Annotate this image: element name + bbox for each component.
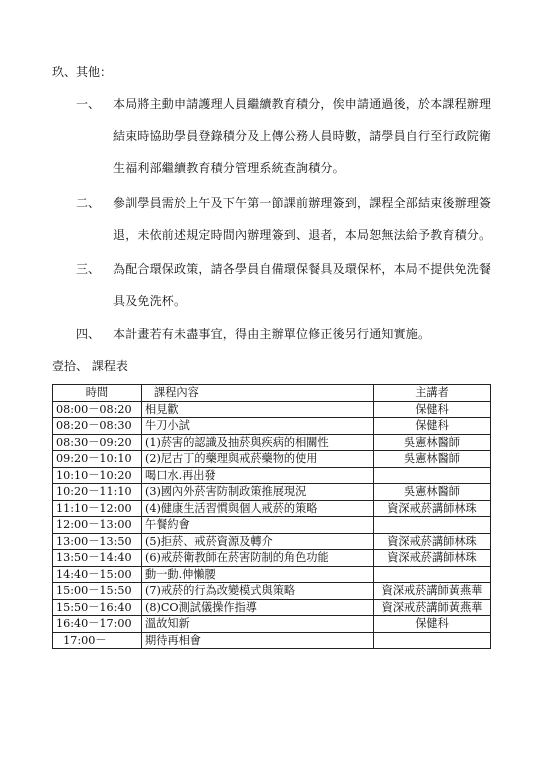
cell-time: 08:00－08:20 — [53, 401, 142, 418]
table-row — [53, 517, 491, 534]
cell-content: (8)CO測試儀操作指導 — [142, 599, 374, 616]
cell-speaker: 吳憲林醫師 — [374, 451, 491, 468]
cell-content: 喝口水.再出發 — [142, 467, 374, 484]
cell-content: (6)戒菸衛教師在菸害防制的角色功能 — [142, 550, 374, 567]
cell-time: 15:00－15:50 — [53, 583, 142, 600]
cell-content: (2)尼古丁的藥理與戒菸藥物的使用 — [142, 451, 374, 468]
cell-speaker — [374, 517, 491, 534]
cell-time: 15:50－16:40 — [53, 599, 142, 616]
cell-time: 14:40－15:00 — [53, 566, 142, 583]
note-item-2-line-2: 退，未依前述規定時間內辦理簽到、退者，本局恕無法給予教育積分。 — [113, 228, 492, 242]
cell-time: 12:00－13:00 — [53, 517, 142, 534]
note-item-2-line-1: 參訓學員需於上午及下午第一節課前辦理簽到，課程全部結束後辦理簽 — [113, 196, 492, 210]
cell-time: 08:30－09:20 — [53, 434, 142, 451]
cell-time: 10:10－10:20 — [53, 467, 142, 484]
table-header-row — [53, 385, 491, 402]
cell-speaker — [374, 632, 491, 649]
cell-time: 09:20－10:10 — [53, 451, 142, 468]
cell-speaker: 吳憲林醫師 — [374, 484, 491, 501]
cell-speaker: 保健科 — [374, 418, 491, 435]
note-item-2-number: 二、 — [76, 196, 101, 210]
cell-time: 10:20－11:10 — [53, 484, 142, 501]
cell-content: 動一動.伸懶腰 — [142, 566, 374, 583]
table-row — [53, 500, 491, 517]
cell-time: 08:20－08:30 — [53, 418, 142, 435]
cell-speaker: 保健科 — [374, 401, 491, 418]
note-item-1-line-2: 結束時協助學員登錄積分及上傳公務人員時數，請學員自行至行政院衛 — [113, 129, 492, 143]
cell-speaker — [374, 467, 491, 484]
course-schedule-table — [52, 384, 491, 649]
cell-speaker: 資深戒菸講師林珠 — [374, 500, 491, 517]
table-row — [53, 599, 491, 616]
table-row — [53, 632, 491, 649]
note-item-1-line-1: 本局將主動申請護理人員繼續教育積分，俟申請通過後，於本課程辦理 — [113, 97, 492, 111]
cell-speaker — [374, 566, 491, 583]
cell-content: (4)健康生活習慣與個人戒菸的策略 — [142, 500, 374, 517]
cell-content: (5)拒菸、戒菸資源及轉介 — [142, 533, 374, 550]
note-item-4-number: 四、 — [76, 327, 101, 341]
cell-speaker: 吳憲林醫師 — [374, 434, 491, 451]
cell-content: 午餐約會 — [142, 517, 374, 534]
schedule-body — [53, 401, 491, 649]
cell-time: 13:00－13:50 — [53, 533, 142, 550]
cell-time: 17:00－ — [53, 632, 142, 649]
table-row — [53, 583, 491, 600]
cell-speaker: 資深戒菸講師黃燕華 — [374, 599, 491, 616]
table-row — [53, 467, 491, 484]
cell-content: (7)戒菸的行為改變模式與策略 — [142, 583, 374, 600]
note-item-3-line-2: 具及免洗杯。 — [113, 294, 187, 308]
cell-time: 13:50－14:40 — [53, 550, 142, 567]
cell-content: 牛刀小試 — [142, 418, 374, 435]
cell-content: (3)國內外菸害防制政策推展現況 — [142, 484, 374, 501]
note-item-3-line-1: 為配合環保政策，請各學員自備環保餐具及環保杯，本局不提供免洗餐 — [113, 262, 492, 276]
cell-time: 16:40－17:00 — [53, 616, 142, 633]
cell-content: 期待再相會 — [142, 632, 374, 649]
table-row — [53, 550, 491, 567]
header-time: 時間 — [53, 385, 142, 402]
table-row — [53, 401, 491, 418]
cell-speaker: 資深戒菸講師林珠 — [374, 550, 491, 567]
note-item-1-number: 一、 — [76, 97, 101, 111]
section-10-heading: 壹拾、 課程表 — [52, 359, 128, 373]
section-9-heading: 玖、其他： — [52, 65, 113, 79]
cell-speaker: 資深戒菸講師林珠 — [374, 533, 491, 550]
table-row — [53, 451, 491, 468]
note-item-1-line-3: 生福利部繼續教育積分管理系統查詢積分。 — [113, 161, 345, 175]
cell-content: (1)菸害的認識及抽菸與疾病的相關性 — [142, 434, 374, 451]
header-content: 課程內容 — [142, 385, 374, 402]
cell-content: 相見歡 — [142, 401, 374, 418]
table-row — [53, 418, 491, 435]
note-item-3-number: 三、 — [76, 262, 101, 276]
cell-time: 11:10－12:00 — [53, 500, 142, 517]
table-row — [53, 434, 491, 451]
table-row — [53, 484, 491, 501]
cell-speaker: 資深戒菸講師黃燕華 — [374, 583, 491, 600]
table-row — [53, 533, 491, 550]
header-speaker: 主講者 — [374, 385, 491, 402]
table-row — [53, 566, 491, 583]
cell-content: 溫故知新 — [142, 616, 374, 633]
note-item-4-line-1: 本計畫若有未盡事宜，得由主辦單位修正後另行通知實施。 — [113, 327, 431, 341]
cell-speaker: 保健科 — [374, 616, 491, 633]
table-row — [53, 616, 491, 633]
